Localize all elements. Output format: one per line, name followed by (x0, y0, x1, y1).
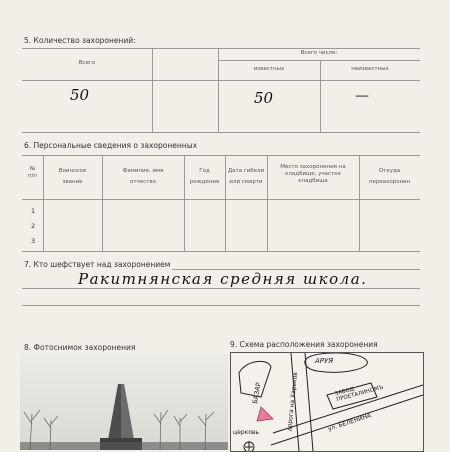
patron-value: Ракитнянская средняя школа. (78, 270, 368, 288)
section7-title: 7. Кто шефствует над захоронением (24, 260, 171, 269)
header-name: Фамилия, имя отчество (122, 168, 164, 185)
header-place: Место захоронения на кладбище, участке кладбища (280, 164, 346, 184)
location-map (230, 352, 424, 452)
section6-title: 6. Персональные сведения о захороненных (24, 141, 198, 150)
table6-top-line (22, 155, 420, 156)
table5-header-line (218, 60, 420, 61)
map-label-church: церковь (233, 429, 259, 436)
burial-photo (20, 354, 228, 450)
row-number: 2 (31, 222, 36, 230)
map-label-street: ул. БЕЛЕНИНА (327, 412, 373, 433)
total-value: 50 (70, 86, 90, 104)
section5-title: 5. Количество захоронений: (24, 36, 136, 45)
table6-bottom-line (22, 251, 420, 252)
table5-col-sep (218, 48, 219, 132)
table5-bottom-line (22, 132, 420, 133)
known-value: 50 (254, 89, 274, 107)
unknown-value: — (355, 88, 369, 104)
header-num: № п/п (27, 166, 38, 179)
table5-top-line (22, 48, 420, 49)
section8-title: 8. Фотоснимок захоронения (24, 343, 136, 352)
col-unknown-header: неизвестных (351, 66, 389, 72)
header-birth: Год рождения (189, 168, 220, 185)
map-label-bazar: БАЗАР (251, 381, 263, 405)
map-label-top: АРУЯ (315, 357, 334, 365)
header-rank: Воинское звание (58, 168, 87, 185)
header-from: Откуда переахоронен (368, 168, 411, 185)
map-label-road: дорога на Харьков (286, 371, 300, 432)
section9-title: 9. Схема расположения захоронения (230, 340, 378, 349)
header-death: Дата гибели или смерти (227, 168, 265, 185)
table6-header-line (22, 199, 420, 200)
row-number: 3 (31, 237, 36, 245)
col-total-header: Всего (78, 60, 96, 66)
table5-subheader-line (22, 80, 420, 81)
col-known-header: известных (253, 66, 285, 72)
section7-line-3 (22, 305, 420, 306)
burial-marker-icon (257, 407, 273, 421)
map-label-factory: ЗАВОД ПРОЕТАЛИНОМЪ (334, 384, 385, 404)
table5-col-sep (152, 48, 153, 132)
row-number: 1 (31, 207, 36, 215)
col-including-header: Всего числе: (300, 50, 338, 56)
section7-line-2 (22, 288, 420, 289)
